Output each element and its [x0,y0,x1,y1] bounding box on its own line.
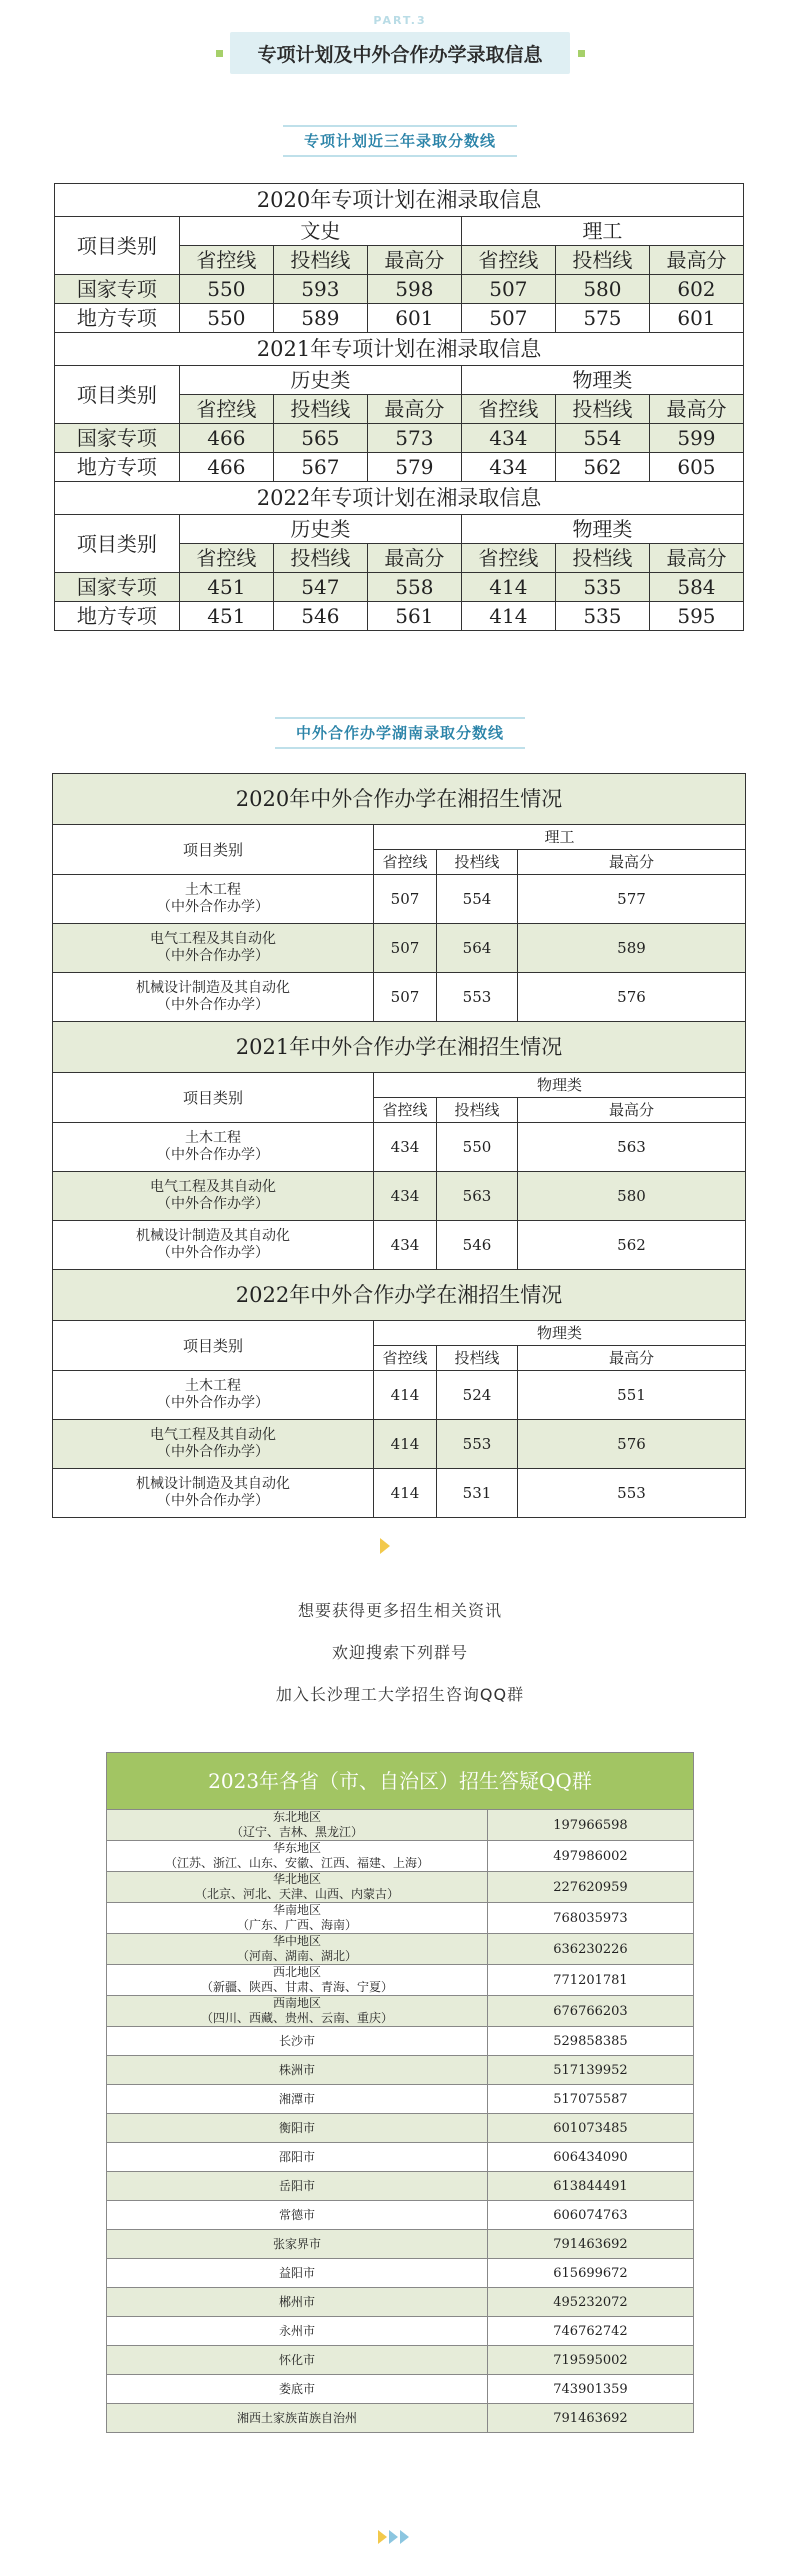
region-cell [107,2259,488,2288]
region-cell [107,2288,488,2317]
score-cell: 531 [437,1469,518,1518]
region-name: 张家界市 [272,2236,321,2251]
score-cell: 466 [179,424,273,453]
score-cell: 558 [367,573,461,602]
column-header: 最高分 [518,1098,746,1123]
region-provinces: （河南、湖南、湖北） [236,1949,357,1963]
group-row [55,515,744,544]
program-type: （中外合作办学） [157,997,269,1013]
program-cell [53,1469,374,1518]
qq-number: 495232072 [488,2288,694,2317]
score-cell: 564 [437,924,518,973]
program-name: 机械设计制造及其自动化 [136,1476,290,1492]
qq-number: 719595002 [488,2346,694,2375]
score-cell: 414 [461,573,555,602]
column-header: 投档线 [437,850,518,875]
region-name: 华中地区 [272,1934,321,1948]
score-cell: 507 [374,924,437,973]
table-row [107,2230,694,2259]
group-a: 历史类 [179,366,461,395]
group-a: 文史 [179,217,461,246]
qq-table-header [107,1753,694,1810]
qq-number: 497986002 [488,1841,694,1872]
score-cell: 535 [555,602,649,631]
region-name: 益阳市 [278,2265,315,2280]
qq-number: 517139952 [488,2056,694,2085]
table-row [107,2404,694,2433]
year-title: 2022年专项计划在湘录取信息 [55,482,744,515]
region-provinces: （四川、西藏、贵州、云南、重庆） [200,2011,393,2025]
region-cell [107,1841,488,1872]
program-name: 土木工程 [185,1130,241,1146]
qq-number: 601073485 [488,2114,694,2143]
banner-title: 专项计划及中外合作办学录取信息 [257,43,543,66]
score-cell: 554 [555,424,649,453]
qq-number: 768035973 [488,1903,694,1934]
info-line-1: 想要获得更多招生相关资讯 [297,1601,502,1620]
program-name: 机械设计制造及其自动化 [136,1228,290,1244]
part-label: PART.3 [373,14,427,27]
column-header: 省控线 [179,246,273,275]
group-label: 理工 [374,825,746,850]
score-cell: 414 [461,602,555,631]
score-cell: 563 [437,1172,518,1221]
region-name: 湘西土家族苗族自治州 [236,2410,357,2425]
score-cell: 550 [437,1123,518,1172]
region-cell [107,2346,488,2375]
score-cell: 507 [461,275,555,304]
row-label: 地方专项 [55,602,180,631]
score-cell: 466 [179,453,273,482]
sino-foreign-table [52,773,746,1518]
score-cell: 580 [555,275,649,304]
score-cell: 601 [649,304,743,333]
program-cell [53,875,374,924]
score-cell: 589 [518,924,746,973]
group-row [53,825,746,850]
subhead-rule [283,155,517,157]
program-name: 电气工程及其自动化 [150,931,276,947]
qq-number: 529858385 [488,2027,694,2056]
info-line-3: 加入长沙理工大学招生咨询QQ群 [275,1685,525,1704]
table-row [107,1965,694,1996]
score-cell: 573 [367,424,461,453]
score-cell: 524 [437,1371,518,1420]
group-row [55,366,744,395]
score-cell: 598 [367,275,461,304]
banner-dot-left [216,50,223,57]
table-row [55,573,744,602]
program-type: （中外合作办学） [157,1196,269,1212]
score-cell: 576 [518,973,746,1022]
table-row [107,2085,694,2114]
score-cell: 550 [179,304,273,333]
table-row [107,2114,694,2143]
score-cell: 553 [518,1469,746,1518]
table-row [53,973,746,1022]
region-cell [107,2056,488,2085]
qq-number: 613844491 [488,2172,694,2201]
region-provinces: （北京、河北、天津、山西、内蒙古） [194,1887,399,1901]
table-row [55,275,744,304]
column-header: 投档线 [437,1346,518,1371]
region-cell [107,2317,488,2346]
table-row [107,1903,694,1934]
table-row [107,2172,694,2201]
score-cell: 562 [518,1221,746,1270]
table-row [53,1371,746,1420]
row-label: 地方专项 [55,453,180,482]
column-header: 省控线 [461,395,555,424]
qq-number: 636230226 [488,1934,694,1965]
qq-number: 676766203 [488,1996,694,2027]
table-row [107,1841,694,1872]
qq-table-title: 2023年各省（市、自治区）招生答疑QQ群 [107,1753,694,1810]
table-row [107,2056,694,2085]
program-cell [53,1123,374,1172]
group-label: 物理类 [374,1321,746,1346]
score-cell: 565 [273,424,367,453]
column-header: 投档线 [555,395,649,424]
score-cell: 589 [273,304,367,333]
subhead-rule [275,747,525,749]
program-type: （中外合作办学） [157,1395,269,1411]
qq-number: 791463692 [488,2404,694,2433]
score-cell: 595 [649,602,743,631]
column-header: 最高分 [518,1346,746,1371]
program-cell [53,1221,374,1270]
region-cell [107,1996,488,2027]
special-plan-table [54,183,744,631]
group-a: 历史类 [179,515,461,544]
score-cell: 561 [367,602,461,631]
score-cell: 414 [374,1469,437,1518]
program-name: 电气工程及其自动化 [150,1427,276,1443]
table-row [55,424,744,453]
qq-number: 743901359 [488,2375,694,2404]
region-name: 长沙市 [278,2033,315,2048]
score-cell: 434 [374,1172,437,1221]
column-header: 投档线 [437,1098,518,1123]
bottom-arrows [378,2530,409,2544]
year-title-row [55,184,744,217]
score-cell: 551 [518,1371,746,1420]
score-cell: 575 [555,304,649,333]
program-type: （中外合作办学） [157,1147,269,1163]
program-name: 电气工程及其自动化 [150,1179,276,1195]
qq-number: 517075587 [488,2085,694,2114]
region-name: 衡阳市 [278,2120,315,2135]
region-cell [107,2172,488,2201]
region-name: 西北地区 [272,1965,321,1979]
column-header: 最高分 [649,395,743,424]
score-cell: 584 [649,573,743,602]
group-b: 理工 [461,217,743,246]
region-cell [107,2201,488,2230]
region-cell [107,1872,488,1903]
score-cell: 554 [437,875,518,924]
score-cell: 599 [649,424,743,453]
table-row [107,2027,694,2056]
column-header: 最高分 [649,544,743,573]
score-cell: 507 [374,875,437,924]
col-project: 项目类别 [53,825,374,875]
table-row [107,1872,694,1903]
program-type: （中外合作办学） [157,1444,269,1460]
program-type: （中外合作办学） [157,948,269,964]
score-cell: 546 [437,1221,518,1270]
region-cell [107,1903,488,1934]
column-header: 省控线 [179,395,273,424]
group-b: 物理类 [461,366,743,395]
program-name: 机械设计制造及其自动化 [136,980,290,996]
score-cell: 550 [179,275,273,304]
region-cell [107,1965,488,1996]
qq-number: 227620959 [488,1872,694,1903]
table-row [53,1420,746,1469]
group-row [53,1073,746,1098]
program-cell [53,973,374,1022]
table-row [107,2288,694,2317]
table-row [107,2201,694,2230]
score-cell: 593 [273,275,367,304]
region-cell [107,2143,488,2172]
program-type: （中外合作办学） [157,899,269,915]
region-name: 常德市 [278,2207,315,2222]
program-name: 土木工程 [185,882,241,898]
year-title: 2021年中外合作办学在湘招生情况 [53,1022,746,1073]
column-header: 最高分 [518,850,746,875]
region-cell [107,2230,488,2259]
table-row [53,1469,746,1518]
qq-number: 606074763 [488,2201,694,2230]
score-cell: 553 [437,1420,518,1469]
qq-number: 606434090 [488,2143,694,2172]
column-header: 投档线 [555,246,649,275]
row-label: 国家专项 [55,573,180,602]
region-name: 华南地区 [272,1903,321,1917]
group-b: 物理类 [461,515,743,544]
year-title: 2020年专项计划在湘录取信息 [55,184,744,217]
row-label: 地方专项 [55,304,180,333]
group-label: 物理类 [374,1073,746,1098]
region-name: 华北地区 [272,1872,321,1886]
score-cell: 434 [374,1221,437,1270]
column-header: 最高分 [367,246,461,275]
region-cell [107,1934,488,1965]
qq-number: 746762742 [488,2317,694,2346]
score-cell: 507 [461,304,555,333]
score-cell: 414 [374,1371,437,1420]
region-name: 华东地区 [272,1841,321,1855]
year-title-row [55,333,744,366]
region-provinces: （新疆、陕西、甘肃、青海、宁夏） [200,1980,393,1994]
program-cell [53,1172,374,1221]
column-header: 省控线 [179,544,273,573]
region-name: 东北地区 [272,1810,321,1824]
score-cell: 580 [518,1172,746,1221]
qq-number: 615699672 [488,2259,694,2288]
score-cell: 601 [367,304,461,333]
qq-number: 791463692 [488,2230,694,2259]
region-provinces: （江苏、浙江、山东、安徽、江西、福建、上海） [164,1856,429,1870]
qq-number: 771201781 [488,1965,694,1996]
region-cell [107,2027,488,2056]
score-cell: 577 [518,875,746,924]
region-cell [107,2114,488,2143]
program-cell [53,924,374,973]
region-cell [107,2404,488,2433]
region-provinces: （辽宁、吉林、黑龙江） [230,1825,363,1839]
year-title: 2021年专项计划在湘录取信息 [55,333,744,366]
score-cell: 563 [518,1123,746,1172]
region-name: 怀化市 [278,2352,315,2367]
table-row [53,1221,746,1270]
region-name: 株洲市 [278,2062,315,2077]
table-row [107,2259,694,2288]
score-cell: 546 [273,602,367,631]
col-project: 项目类别 [55,515,180,573]
table-row [55,602,744,631]
year-title: 2022年中外合作办学在湘招生情况 [53,1270,746,1321]
qq-group-table [106,1752,694,2433]
section-banner [230,32,570,74]
region-name: 邵阳市 [278,2149,315,2164]
table-row [53,924,746,973]
table-row [53,1123,746,1172]
column-header: 省控线 [374,850,437,875]
year-title-row [53,1270,746,1321]
table-row [107,2375,694,2404]
region-cell [107,2085,488,2114]
table-row [53,1172,746,1221]
score-cell: 567 [273,453,367,482]
score-cell: 547 [273,573,367,602]
section2-subtitle: 中外合作办学湖南录取分数线 [295,724,504,742]
score-cell: 434 [461,453,555,482]
column-header: 投档线 [273,246,367,275]
group-row [55,217,744,246]
info-line-2: 欢迎搜索下列群号 [331,1643,468,1662]
program-type: （中外合作办学） [157,1245,269,1261]
table-row [107,2143,694,2172]
region-provinces: （广东、广西、海南） [236,1918,357,1932]
column-header: 省控线 [461,246,555,275]
col-project: 项目类别 [53,1073,374,1123]
subhead-rule [275,717,525,719]
column-header: 省控线 [461,544,555,573]
score-cell: 602 [649,275,743,304]
program-name: 土木工程 [185,1378,241,1394]
col-project: 项目类别 [55,366,180,424]
year-title-row [55,482,744,515]
col-project: 项目类别 [55,217,180,275]
region-name: 永州市 [278,2323,315,2338]
program-type: （中外合作办学） [157,1493,269,1509]
arrow-icon [400,2530,409,2544]
group-row [53,1321,746,1346]
row-label: 国家专项 [55,275,180,304]
section1-subtitle: 专项计划近三年录取分数线 [303,132,496,150]
region-name: 湘潭市 [278,2091,315,2106]
subhead-rule [283,125,517,127]
year-title: 2020年中外合作办学在湘招生情况 [53,774,746,825]
region-name: 西南地区 [272,1996,321,2010]
arrow-icon [389,2530,398,2544]
table-row [107,1934,694,1965]
column-header: 投档线 [273,395,367,424]
score-cell: 576 [518,1420,746,1469]
arrow-icon [380,1538,390,1554]
table-row [55,453,744,482]
score-cell: 414 [374,1420,437,1469]
region-name: 岳阳市 [278,2178,315,2193]
banner-dot-right [578,50,585,57]
year-title-row [53,774,746,825]
score-cell: 579 [367,453,461,482]
table-row [107,1810,694,1841]
region-cell [107,1810,488,1841]
table-row [53,875,746,924]
program-cell [53,1371,374,1420]
score-cell: 451 [179,573,273,602]
region-name: 郴州市 [278,2294,315,2309]
column-header: 省控线 [374,1098,437,1123]
region-cell [107,2375,488,2404]
score-cell: 535 [555,573,649,602]
score-cell: 451 [179,602,273,631]
column-header: 最高分 [367,544,461,573]
score-cell: 553 [437,973,518,1022]
year-title-row [53,1022,746,1073]
column-header: 投档线 [273,544,367,573]
table-row [107,2317,694,2346]
column-header: 最高分 [649,246,743,275]
column-header: 投档线 [555,544,649,573]
score-cell: 605 [649,453,743,482]
score-cell: 507 [374,973,437,1022]
table-row [107,1996,694,2027]
column-header: 省控线 [374,1346,437,1371]
score-cell: 434 [374,1123,437,1172]
column-header: 最高分 [367,395,461,424]
program-cell [53,1420,374,1469]
col-project: 项目类别 [53,1321,374,1371]
table-row [107,2346,694,2375]
arrow-icon [378,2530,387,2544]
score-cell: 562 [555,453,649,482]
score-cell: 434 [461,424,555,453]
qq-number: 197966598 [488,1810,694,1841]
row-label: 国家专项 [55,424,180,453]
table-row [55,304,744,333]
region-name: 娄底市 [278,2381,315,2396]
